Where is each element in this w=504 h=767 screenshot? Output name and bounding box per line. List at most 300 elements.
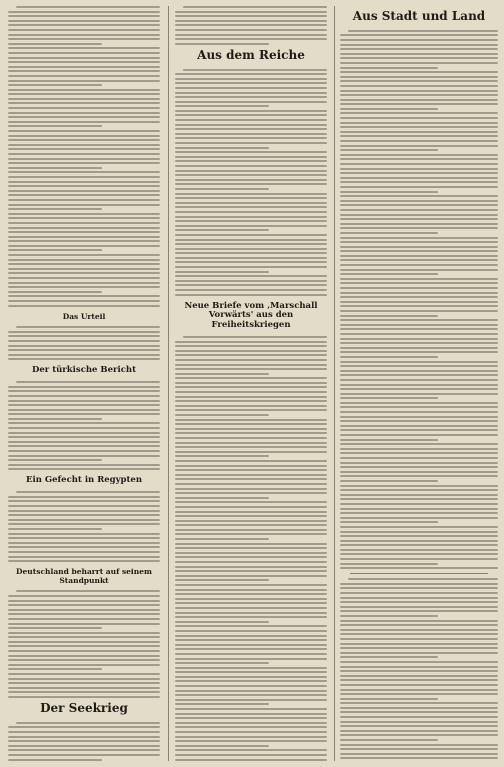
text-line-placeholder bbox=[8, 745, 160, 747]
text-line-placeholder bbox=[175, 43, 269, 45]
text-line-placeholder bbox=[340, 370, 498, 372]
text-line-placeholder bbox=[340, 158, 498, 160]
text-line-placeholder bbox=[8, 678, 160, 680]
text-line-placeholder bbox=[175, 368, 327, 370]
text-line-placeholder bbox=[175, 170, 327, 172]
text-line-placeholder bbox=[175, 543, 327, 545]
text-line-placeholder bbox=[175, 78, 327, 80]
text-line-placeholder bbox=[340, 328, 498, 330]
text-line-placeholder bbox=[8, 70, 160, 72]
text-line-placeholder bbox=[8, 386, 160, 388]
text-line-placeholder bbox=[175, 676, 327, 678]
text-line-placeholder bbox=[8, 125, 102, 127]
text-line-placeholder bbox=[340, 255, 498, 257]
text-line-placeholder bbox=[175, 616, 327, 618]
text-line-placeholder bbox=[8, 400, 160, 402]
text-line-placeholder bbox=[175, 442, 327, 444]
text-line-placeholder bbox=[340, 273, 438, 275]
text-line-placeholder bbox=[175, 34, 327, 36]
text-line-placeholder bbox=[8, 181, 160, 183]
text-line-placeholder bbox=[8, 89, 160, 91]
text-line-placeholder bbox=[175, 690, 327, 692]
text-line-placeholder bbox=[175, 740, 327, 742]
text-line-placeholder bbox=[340, 597, 498, 599]
text-line-placeholder bbox=[340, 716, 498, 718]
text-line-placeholder bbox=[175, 437, 327, 439]
text-line-placeholder bbox=[175, 759, 327, 761]
text-line-placeholder bbox=[8, 331, 160, 333]
text-line-placeholder bbox=[8, 600, 160, 602]
text-line-placeholder bbox=[175, 151, 327, 153]
text-line-placeholder bbox=[175, 341, 327, 343]
text-line-placeholder bbox=[340, 112, 498, 114]
text-line-placeholder bbox=[8, 148, 160, 150]
text-line-placeholder bbox=[8, 282, 160, 284]
text-line-placeholder bbox=[175, 386, 327, 388]
text-line-placeholder bbox=[8, 519, 160, 521]
text-line-placeholder bbox=[175, 216, 327, 218]
text-line-placeholder bbox=[340, 693, 498, 695]
article-body-placeholder bbox=[175, 69, 327, 296]
text-line-placeholder bbox=[8, 759, 102, 761]
text-line-placeholder bbox=[8, 171, 160, 173]
text-line-placeholder bbox=[340, 531, 498, 533]
text-line-placeholder bbox=[340, 439, 438, 441]
text-line-placeholder bbox=[340, 689, 498, 691]
text-line-placeholder bbox=[340, 269, 498, 271]
text-line-placeholder bbox=[8, 249, 102, 251]
text-line-placeholder bbox=[340, 259, 498, 261]
text-line-placeholder bbox=[348, 578, 498, 580]
text-line-placeholder bbox=[175, 736, 327, 738]
text-line-placeholder bbox=[340, 563, 438, 565]
text-line-placeholder bbox=[8, 268, 160, 270]
text-line-placeholder bbox=[8, 199, 160, 201]
text-line-placeholder bbox=[175, 183, 327, 185]
text-line-placeholder bbox=[8, 335, 160, 337]
text-line-placeholder bbox=[340, 310, 498, 312]
text-line-placeholder bbox=[8, 468, 160, 470]
text-line-placeholder bbox=[175, 137, 327, 139]
section-heading: Der Seekrieg bbox=[40, 701, 128, 715]
text-line-placeholder bbox=[175, 446, 327, 448]
text-line-placeholder bbox=[8, 455, 160, 457]
text-line-placeholder bbox=[8, 57, 160, 59]
text-line-placeholder bbox=[8, 112, 160, 114]
text-line-placeholder bbox=[8, 61, 160, 63]
section-heading: Der türkische Bericht bbox=[31, 365, 136, 376]
section-separator bbox=[350, 573, 488, 574]
text-line-placeholder bbox=[175, 630, 327, 632]
text-line-placeholder bbox=[175, 520, 327, 522]
text-line-placeholder bbox=[340, 374, 498, 376]
text-line-placeholder bbox=[8, 623, 160, 625]
text-line-placeholder bbox=[175, 754, 327, 756]
text-line-placeholder bbox=[8, 604, 160, 606]
section-heading: Aus dem Reiche bbox=[197, 47, 305, 62]
text-line-placeholder bbox=[8, 263, 160, 265]
text-line-placeholder bbox=[340, 338, 498, 340]
text-line-placeholder bbox=[340, 583, 498, 585]
text-line-placeholder bbox=[8, 47, 160, 49]
text-line-placeholder bbox=[175, 202, 327, 204]
text-line-placeholder bbox=[175, 593, 327, 595]
text-line-placeholder bbox=[8, 167, 102, 169]
text-line-placeholder bbox=[8, 153, 160, 155]
text-line-placeholder bbox=[340, 748, 498, 750]
text-line-placeholder bbox=[340, 278, 498, 280]
text-line-placeholder bbox=[340, 411, 498, 413]
text-line-placeholder bbox=[175, 680, 327, 682]
article-body-placeholder bbox=[8, 590, 160, 698]
text-line-placeholder bbox=[340, 85, 498, 87]
text-line-placeholder bbox=[175, 24, 327, 26]
article-body-placeholder bbox=[8, 491, 160, 562]
text-line-placeholder bbox=[175, 699, 327, 701]
text-line-placeholder bbox=[340, 347, 498, 349]
text-line-placeholder bbox=[8, 34, 160, 36]
text-line-placeholder bbox=[175, 101, 327, 103]
text-line-placeholder bbox=[8, 632, 160, 634]
text-line-placeholder bbox=[8, 691, 160, 693]
text-line-placeholder bbox=[175, 529, 327, 531]
text-line-placeholder bbox=[340, 126, 498, 128]
text-line-placeholder bbox=[340, 62, 498, 64]
text-line-placeholder bbox=[175, 745, 269, 747]
text-line-placeholder bbox=[175, 289, 327, 291]
text-line-placeholder bbox=[340, 457, 498, 459]
text-line-placeholder bbox=[175, 156, 327, 158]
text-line-placeholder bbox=[175, 469, 327, 471]
text-line-placeholder bbox=[340, 67, 438, 69]
text-line-placeholder bbox=[8, 240, 160, 242]
text-line-placeholder bbox=[175, 483, 327, 485]
text-line-placeholder bbox=[175, 359, 327, 361]
text-line-placeholder bbox=[175, 524, 327, 526]
text-line-placeholder bbox=[340, 698, 438, 700]
text-line-placeholder bbox=[8, 102, 160, 104]
text-line-placeholder bbox=[8, 687, 160, 689]
text-line-placeholder bbox=[340, 117, 498, 119]
text-line-placeholder bbox=[175, 220, 327, 222]
text-line-placeholder bbox=[16, 326, 160, 328]
text-line-placeholder bbox=[340, 406, 498, 408]
column-rule bbox=[334, 6, 335, 761]
text-line-placeholder bbox=[340, 666, 498, 668]
text-line-placeholder bbox=[8, 213, 160, 215]
text-line-placeholder bbox=[340, 567, 498, 569]
text-line-placeholder bbox=[8, 645, 160, 647]
text-line-placeholder bbox=[340, 448, 498, 450]
text-line-placeholder bbox=[175, 294, 327, 296]
section-heading: Das Urteil bbox=[62, 311, 106, 321]
text-line-placeholder bbox=[175, 556, 327, 558]
text-line-placeholder bbox=[175, 266, 327, 268]
text-line-placeholder bbox=[175, 142, 327, 144]
text-line-placeholder bbox=[175, 658, 327, 660]
text-line-placeholder bbox=[175, 133, 327, 135]
text-line-placeholder bbox=[340, 725, 498, 727]
text-line-placeholder bbox=[175, 749, 327, 751]
text-line-placeholder bbox=[8, 609, 160, 611]
text-line-placeholder bbox=[175, 160, 327, 162]
text-line-placeholder bbox=[175, 598, 327, 600]
text-line-placeholder bbox=[175, 225, 327, 227]
text-line-placeholder bbox=[340, 675, 498, 677]
text-line-placeholder bbox=[8, 295, 160, 297]
text-line-placeholder bbox=[8, 413, 160, 415]
text-line-placeholder bbox=[183, 69, 327, 71]
text-line-placeholder bbox=[175, 465, 327, 467]
text-line-placeholder bbox=[340, 324, 498, 326]
text-line-placeholder bbox=[175, 261, 327, 263]
text-line-placeholder bbox=[340, 498, 498, 500]
text-line-placeholder bbox=[8, 418, 102, 420]
text-line-placeholder bbox=[175, 561, 327, 563]
text-line-placeholder bbox=[340, 177, 498, 179]
text-line-placeholder bbox=[8, 595, 160, 597]
text-line-placeholder bbox=[340, 34, 498, 36]
text-line-placeholder bbox=[175, 552, 327, 554]
text-line-placeholder bbox=[175, 248, 327, 250]
text-line-placeholder bbox=[340, 494, 498, 496]
text-line-placeholder bbox=[175, 455, 269, 457]
text-line-placeholder bbox=[8, 158, 160, 160]
text-line-placeholder bbox=[340, 629, 498, 631]
text-line-placeholder bbox=[340, 39, 498, 41]
text-line-placeholder bbox=[340, 475, 498, 477]
text-line-placeholder bbox=[340, 131, 498, 133]
text-line-placeholder bbox=[16, 491, 160, 493]
text-line-placeholder bbox=[8, 668, 102, 670]
text-line-placeholder bbox=[175, 409, 327, 411]
text-line-placeholder bbox=[340, 661, 498, 663]
text-line-placeholder bbox=[340, 214, 498, 216]
text-line-placeholder bbox=[8, 277, 160, 279]
text-line-placeholder bbox=[340, 434, 498, 436]
section-heading: Ein Gefecht in Regypten bbox=[26, 475, 142, 486]
text-line-placeholder bbox=[8, 696, 160, 698]
text-line-placeholder bbox=[340, 526, 498, 528]
text-line-placeholder bbox=[340, 549, 498, 551]
text-line-placeholder bbox=[340, 679, 498, 681]
text-line-placeholder bbox=[8, 349, 160, 351]
text-line-placeholder bbox=[8, 20, 160, 22]
text-line-placeholder bbox=[175, 193, 327, 195]
article-body-placeholder bbox=[175, 336, 327, 761]
text-line-placeholder bbox=[175, 252, 327, 254]
text-line-placeholder bbox=[8, 533, 160, 535]
text-line-placeholder bbox=[175, 708, 327, 710]
text-line-placeholder bbox=[175, 451, 327, 453]
text-line-placeholder bbox=[340, 163, 498, 165]
text-line-placeholder bbox=[340, 684, 498, 686]
text-line-placeholder bbox=[340, 540, 498, 542]
text-line-placeholder bbox=[340, 452, 498, 454]
text-line-placeholder bbox=[8, 673, 160, 675]
text-line-placeholder bbox=[175, 506, 327, 508]
text-line-placeholder bbox=[8, 358, 160, 360]
text-line-placeholder bbox=[8, 505, 160, 507]
text-line-placeholder bbox=[175, 284, 327, 286]
text-line-placeholder bbox=[175, 547, 327, 549]
text-line-placeholder bbox=[175, 400, 327, 402]
text-line-placeholder bbox=[175, 354, 327, 356]
text-line-placeholder bbox=[340, 466, 498, 468]
article-body-placeholder bbox=[340, 578, 498, 761]
text-line-placeholder bbox=[8, 80, 160, 82]
text-line-placeholder bbox=[8, 217, 160, 219]
text-line-placeholder bbox=[340, 638, 498, 640]
text-line-placeholder bbox=[175, 612, 327, 614]
text-line-placeholder bbox=[340, 592, 498, 594]
text-line-placeholder bbox=[340, 610, 498, 612]
text-line-placeholder bbox=[340, 172, 498, 174]
text-line-placeholder bbox=[16, 6, 160, 8]
text-line-placeholder bbox=[8, 185, 160, 187]
text-line-placeholder bbox=[8, 650, 160, 652]
text-line-placeholder bbox=[340, 76, 498, 78]
text-line-placeholder bbox=[340, 615, 438, 617]
text-line-placeholder bbox=[8, 542, 160, 544]
text-line-placeholder bbox=[340, 282, 498, 284]
text-line-placeholder bbox=[8, 422, 160, 424]
text-line-placeholder bbox=[8, 272, 160, 274]
text-line-placeholder bbox=[8, 636, 160, 638]
text-line-placeholder bbox=[340, 739, 438, 741]
text-line-placeholder bbox=[8, 231, 160, 233]
text-line-placeholder bbox=[175, 382, 327, 384]
text-line-placeholder bbox=[8, 445, 160, 447]
text-line-placeholder bbox=[340, 342, 498, 344]
text-line-placeholder bbox=[340, 480, 438, 482]
text-line-placeholder bbox=[175, 29, 327, 31]
text-line-placeholder bbox=[175, 87, 327, 89]
text-line-placeholder bbox=[340, 462, 498, 464]
text-line-placeholder bbox=[175, 128, 327, 130]
text-line-placeholder bbox=[8, 441, 160, 443]
text-line-placeholder bbox=[8, 409, 160, 411]
text-line-placeholder bbox=[175, 488, 327, 490]
text-line-placeholder bbox=[340, 416, 498, 418]
text-line-placeholder bbox=[8, 340, 160, 342]
text-line-placeholder bbox=[175, 38, 327, 40]
text-line-placeholder bbox=[175, 377, 327, 379]
text-line-placeholder bbox=[8, 551, 160, 553]
text-line-placeholder bbox=[8, 736, 160, 738]
text-line-placeholder bbox=[340, 232, 438, 234]
text-line-placeholder bbox=[8, 754, 160, 756]
text-line-placeholder bbox=[340, 44, 498, 46]
text-line-placeholder bbox=[8, 11, 160, 13]
text-line-placeholder bbox=[340, 227, 498, 229]
text-line-placeholder bbox=[340, 333, 498, 335]
text-line-placeholder bbox=[340, 191, 438, 193]
text-line-placeholder bbox=[8, 24, 160, 26]
text-line-placeholder bbox=[8, 450, 160, 452]
text-line-placeholder bbox=[8, 510, 160, 512]
text-line-placeholder bbox=[175, 11, 327, 13]
column-rule bbox=[168, 6, 169, 761]
text-line-placeholder bbox=[340, 361, 498, 363]
text-line-placeholder bbox=[175, 414, 269, 416]
text-line-placeholder bbox=[340, 94, 498, 96]
text-line-placeholder bbox=[340, 606, 498, 608]
text-line-placeholder bbox=[340, 652, 498, 654]
text-line-placeholder bbox=[8, 144, 160, 146]
text-line-placeholder bbox=[340, 223, 498, 225]
text-line-placeholder bbox=[340, 647, 498, 649]
text-line-placeholder bbox=[175, 179, 327, 181]
section-heading: Deutschland beharrt auf seinem Standpunkt bbox=[16, 567, 152, 585]
text-line-placeholder bbox=[340, 246, 498, 248]
text-line-placeholder bbox=[340, 200, 498, 202]
text-line-placeholder bbox=[340, 643, 498, 645]
text-line-placeholder bbox=[340, 503, 498, 505]
text-line-placeholder bbox=[340, 145, 498, 147]
text-line-placeholder bbox=[340, 711, 498, 713]
text-line-placeholder bbox=[340, 90, 498, 92]
text-line-placeholder bbox=[340, 402, 498, 404]
text-line-placeholder bbox=[340, 53, 498, 55]
text-line-placeholder bbox=[340, 296, 498, 298]
text-line-placeholder bbox=[340, 702, 498, 704]
text-line-placeholder bbox=[8, 245, 160, 247]
text-line-placeholder bbox=[16, 722, 160, 724]
text-line-placeholder bbox=[175, 275, 327, 277]
text-line-placeholder bbox=[340, 397, 438, 399]
article-body-placeholder bbox=[8, 381, 160, 470]
text-line-placeholder bbox=[175, 105, 269, 107]
text-line-placeholder bbox=[175, 474, 327, 476]
text-line-placeholder bbox=[175, 206, 327, 208]
text-line-placeholder bbox=[340, 186, 498, 188]
text-line-placeholder bbox=[8, 116, 160, 118]
text-line-placeholder bbox=[340, 624, 498, 626]
text-line-placeholder bbox=[340, 168, 498, 170]
text-line-placeholder bbox=[340, 633, 498, 635]
text-line-placeholder bbox=[175, 579, 269, 581]
text-line-placeholder bbox=[175, 73, 327, 75]
text-line-placeholder bbox=[8, 528, 102, 530]
text-line-placeholder bbox=[8, 390, 160, 392]
text-line-placeholder bbox=[8, 749, 160, 751]
text-line-placeholder bbox=[175, 621, 269, 623]
text-line-placeholder bbox=[340, 149, 438, 151]
text-line-placeholder bbox=[8, 135, 160, 137]
text-line-placeholder bbox=[8, 52, 160, 54]
text-line-placeholder bbox=[340, 195, 498, 197]
text-line-placeholder bbox=[8, 98, 160, 100]
text-line-placeholder bbox=[183, 6, 327, 8]
text-line-placeholder bbox=[8, 259, 160, 261]
article-body-placeholder bbox=[175, 6, 327, 45]
text-line-placeholder bbox=[8, 655, 160, 657]
text-line-placeholder bbox=[340, 301, 498, 303]
text-line-placeholder bbox=[8, 523, 160, 525]
text-line-placeholder bbox=[175, 566, 327, 568]
text-line-placeholder bbox=[175, 350, 327, 352]
text-line-placeholder bbox=[175, 492, 327, 494]
text-line-placeholder bbox=[175, 584, 327, 586]
text-line-placeholder bbox=[8, 354, 160, 356]
text-line-placeholder bbox=[8, 459, 102, 461]
column-1 bbox=[8, 6, 160, 761]
text-line-placeholder bbox=[175, 280, 327, 282]
article-body-placeholder bbox=[8, 722, 160, 761]
text-line-placeholder bbox=[175, 165, 327, 167]
text-line-placeholder bbox=[340, 181, 498, 183]
